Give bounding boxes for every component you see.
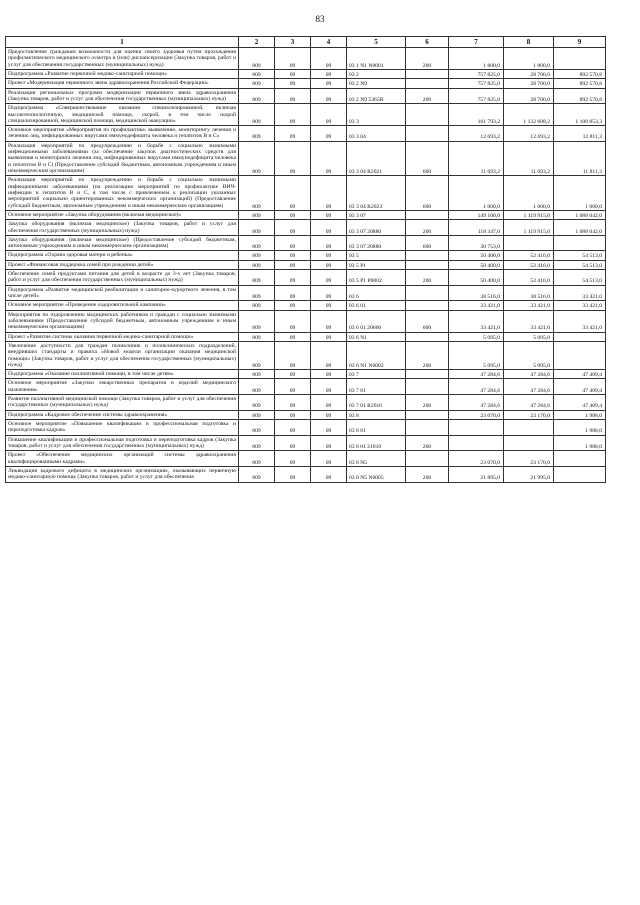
target-article-cell: 03 5 P1 P0002 xyxy=(347,270,406,286)
table-row xyxy=(6,420,606,436)
amount-year2-cell: 23 170,0 xyxy=(504,451,554,467)
table-row xyxy=(6,88,606,104)
section-code-cell: 09 xyxy=(275,410,311,419)
expense-type-cell xyxy=(406,451,449,467)
amount-year1-cell: 47 284,6 xyxy=(449,379,504,395)
amount-year3-cell: 1 088 042,0 xyxy=(554,220,606,236)
amount-year1-cell: 757 825,0 xyxy=(449,69,504,78)
amount-year2-cell: 5 095,0 xyxy=(504,332,554,341)
subsection-code-cell: 09 xyxy=(311,466,347,482)
expense-type-cell xyxy=(406,69,449,78)
amount-year1-cell: 12 693,2 xyxy=(449,126,504,142)
ministry-code-cell: 809 xyxy=(239,251,275,260)
item-name-cell: Подпрограмма «Оказание паллиативной помощи, в том числе детям» xyxy=(6,370,239,379)
item-name-cell: Развитие паллиативной медицинской помощи (Закупка товаров, работ и услуг для обеспечения государственных (муниципальных) нужд) xyxy=(6,395,239,411)
amount-year1-cell: 5 095,0 xyxy=(449,341,504,369)
section-code-cell: 09 xyxy=(275,260,311,269)
item-name-cell: Подпрограмма «Развитие первичной медико-санитарной помощи» xyxy=(6,69,239,78)
subsection-code-cell: 09 xyxy=(311,260,347,269)
ministry-code-cell: 809 xyxy=(239,48,275,70)
expense-type-cell: 200 xyxy=(406,466,449,482)
target-article-cell: 03 6 N1 N0002 xyxy=(347,341,406,369)
ministry-code-cell: 809 xyxy=(239,126,275,142)
expense-type-cell: 600 xyxy=(406,235,449,251)
section-code-cell: 09 xyxy=(275,141,311,176)
ministry-code-cell: 809 xyxy=(239,451,275,467)
amount-year1-cell: 33 421,0 xyxy=(449,301,504,310)
column-header: 2 xyxy=(239,37,275,48)
amount-year3-cell: 33 421,0 xyxy=(554,310,606,332)
target-article-cell: 03 2 N9 5365R xyxy=(347,88,406,104)
amount-year3-cell: 33 421,0 xyxy=(554,285,606,301)
section-code-cell: 09 xyxy=(275,420,311,436)
item-name-cell: Реализация мероприятий по предупреждению и борьбе с социально значимыми инфекционными заболеваниями (за обеспечение закупок диагностических средств для выявления и мониторинга лечения лиц, инфицированных вирусами иммунодефицита человека и гепатитов В и С) (Предоставление субсидий бюджетным, автономным учреждениям и иным некоммерческим организациям) xyxy=(6,141,239,176)
subsection-code-cell: 09 xyxy=(311,270,347,286)
amount-year1-cell: 23 070,0 xyxy=(449,451,504,467)
expense-type-cell: 600 xyxy=(406,141,449,176)
amount-year1-cell: 149 100,0 xyxy=(449,210,504,219)
amount-year3-cell: 1 088 042,0 xyxy=(554,210,606,219)
amount-year1-cell: 50 400,0 xyxy=(449,260,504,269)
ministry-code-cell: 809 xyxy=(239,341,275,369)
section-code-cell: 09 xyxy=(275,285,311,301)
subsection-code-cell: 09 xyxy=(311,451,347,467)
section-code-cell: 09 xyxy=(275,69,311,78)
target-article-cell: 03 8 xyxy=(347,410,406,419)
amount-year2-cell: 23 170,0 xyxy=(504,410,554,419)
ministry-code-cell: 809 xyxy=(239,420,275,436)
amount-year3-cell: 54 513,0 xyxy=(554,251,606,260)
subsection-code-cell: 09 xyxy=(311,126,347,142)
subsection-code-cell: 09 xyxy=(311,379,347,395)
subsection-code-cell: 09 xyxy=(311,141,347,176)
amount-year3-cell: 33 421,0 xyxy=(554,301,606,310)
ministry-code-cell: 809 xyxy=(239,379,275,395)
amount-year1-cell: 757 825,0 xyxy=(449,79,504,88)
ministry-code-cell: 809 xyxy=(239,235,275,251)
ministry-code-cell: 809 xyxy=(239,260,275,269)
table-row xyxy=(6,310,606,332)
ministry-code-cell: 809 xyxy=(239,310,275,332)
amount-year3-cell: 47 409,4 xyxy=(554,395,606,411)
amount-year2-cell: 52 416,0 xyxy=(504,260,554,269)
ministry-code-cell: 809 xyxy=(239,395,275,411)
subsection-code-cell: 09 xyxy=(311,48,347,70)
section-code-cell: 09 xyxy=(275,126,311,142)
amount-year3-cell: 1 100 853,3 xyxy=(554,104,606,126)
amount-year3-cell: 47 409,4 xyxy=(554,379,606,395)
item-name-cell: Подпрограмма «Охрана здоровья матери и ребенка» xyxy=(6,251,239,260)
amount-year3-cell xyxy=(554,451,606,467)
amount-year3-cell: 892 570,8 xyxy=(554,88,606,104)
section-code-cell: 09 xyxy=(275,395,311,411)
table-row xyxy=(6,466,606,482)
amount-year1-cell: 5 095,0 xyxy=(449,332,504,341)
target-article-cell: 03 8 N5 N0005 xyxy=(347,466,406,482)
column-header: 7 xyxy=(449,37,504,48)
subsection-code-cell: 09 xyxy=(311,220,347,236)
ministry-code-cell: 809 xyxy=(239,79,275,88)
amount-year2-cell: 33 421,0 xyxy=(504,301,554,310)
amount-year2-cell xyxy=(504,420,554,436)
table-row xyxy=(6,220,606,236)
amount-year2-cell: 1 000,0 xyxy=(504,176,554,211)
ministry-code-cell: 809 xyxy=(239,435,275,451)
table-row xyxy=(6,210,606,219)
target-article-cell: 03 3 07 xyxy=(347,210,406,219)
expense-type-cell xyxy=(406,301,449,310)
amount-year2-cell: 52 416,0 xyxy=(504,270,554,286)
target-article-cell: 03 8 01 21010 xyxy=(347,435,406,451)
amount-year2-cell: 1 800,0 xyxy=(504,48,554,70)
target-article-cell: 03 3 04 R2023 xyxy=(347,176,406,211)
expense-type-cell: 200 xyxy=(406,220,449,236)
amount-year1-cell: 161 793,2 xyxy=(449,104,504,126)
table-row xyxy=(6,332,606,341)
table-row xyxy=(6,235,606,251)
table-row xyxy=(6,270,606,286)
amount-year2-cell: 28 700,0 xyxy=(504,79,554,88)
item-name-cell: Проект «Финансовая поддержка семей при рождении детей» xyxy=(6,260,239,269)
subsection-code-cell: 09 xyxy=(311,341,347,369)
target-article-cell: 03 8 01 xyxy=(347,420,406,436)
column-header: 6 xyxy=(406,37,449,48)
item-name-cell: Проект «Обеспечение медицинских организаций системы здравоохранения квалифицированными кадрами» xyxy=(6,451,239,467)
amount-year3-cell: 1 988,0 xyxy=(554,410,606,419)
section-code-cell: 09 xyxy=(275,301,311,310)
section-code-cell: 09 xyxy=(275,370,311,379)
ministry-code-cell: 809 xyxy=(239,466,275,482)
target-article-cell: 03 7 01 R2010 xyxy=(347,395,406,411)
amount-year1-cell: 118 347,0 xyxy=(449,220,504,236)
amount-year3-cell: 11 811,3 xyxy=(554,141,606,176)
section-code-cell: 09 xyxy=(275,251,311,260)
expense-type-cell xyxy=(406,260,449,269)
table-row xyxy=(6,141,606,176)
section-code-cell: 09 xyxy=(275,466,311,482)
amount-year1-cell xyxy=(449,420,504,436)
target-article-cell: 03 2 N9 xyxy=(347,79,406,88)
amount-year1-cell: 47 284,6 xyxy=(449,395,504,411)
subsection-code-cell: 09 xyxy=(311,210,347,219)
ministry-code-cell: 809 xyxy=(239,410,275,419)
target-article-cell: 03 3 07 20880 xyxy=(347,235,406,251)
table-row xyxy=(6,69,606,78)
target-article-cell: 03 5 P1 xyxy=(347,260,406,269)
table-row xyxy=(6,79,606,88)
amount-year3-cell: 47 409,4 xyxy=(554,370,606,379)
item-name-cell: Основное мероприятие «Проведение оздоровительной кампании» xyxy=(6,301,239,310)
table-row xyxy=(6,435,606,451)
section-code-cell: 09 xyxy=(275,176,311,211)
amount-year2-cell: 5 095,0 xyxy=(504,341,554,369)
amount-year3-cell: 54 513,0 xyxy=(554,270,606,286)
target-article-cell: 03 8 N5 xyxy=(347,451,406,467)
item-name-cell: Увеличение доступности для граждан поликлиник и поликлинических подразделений, внедривших стандарты и правила «Новой модели организации оказания медицинской помощи» (Закупка товаров, работ и услуг для обеспечения государственных (муниципальных) нужд) xyxy=(6,341,239,369)
target-article-cell: 03 1 N1 N0001 xyxy=(347,48,406,70)
table-row xyxy=(6,379,606,395)
amount-year2-cell: 21 995,0 xyxy=(504,466,554,482)
table-row xyxy=(6,104,606,126)
section-code-cell: 09 xyxy=(275,235,311,251)
table-row xyxy=(6,126,606,142)
item-name-cell: Обеспечение семей продуктами питания для детей в возрасте до 3-х лет (Закупка товаров, работ и услуг для обеспечения государственных (муниципальных) нужд) xyxy=(6,270,239,286)
amount-year2-cell: 52 416,0 xyxy=(504,251,554,260)
amount-year3-cell xyxy=(554,466,606,482)
target-article-cell: 03 7 01 xyxy=(347,379,406,395)
amount-year2-cell: 1 132 608,2 xyxy=(504,104,554,126)
table-header xyxy=(6,37,606,48)
expense-type-cell xyxy=(406,332,449,341)
amount-year2-cell: 28 700,0 xyxy=(504,88,554,104)
table-row xyxy=(6,451,606,467)
section-code-cell: 09 xyxy=(275,48,311,70)
amount-year3-cell xyxy=(554,48,606,70)
ministry-code-cell: 809 xyxy=(239,370,275,379)
amount-year2-cell: 11 693,2 xyxy=(504,141,554,176)
expense-type-cell xyxy=(406,126,449,142)
section-code-cell: 09 xyxy=(275,332,311,341)
amount-year3-cell: 1 000,0 xyxy=(554,176,606,211)
section-code-cell: 09 xyxy=(275,79,311,88)
amount-year2-cell xyxy=(504,235,554,251)
amount-year2-cell: 47 284,6 xyxy=(504,395,554,411)
amount-year1-cell: 50 400,0 xyxy=(449,270,504,286)
item-name-cell: Закупка оборудования (включая медицинское) (Закупка товаров, работ и услуг для обеспечения государственных (муниципальных) нужд) xyxy=(6,220,239,236)
expense-type-cell xyxy=(406,210,449,219)
amount-year2-cell: 47 284,6 xyxy=(504,379,554,395)
amount-year3-cell xyxy=(554,235,606,251)
target-article-cell: 03 7 xyxy=(347,370,406,379)
amount-year2-cell: 12 693,2 xyxy=(504,126,554,142)
subsection-code-cell: 09 xyxy=(311,370,347,379)
target-article-cell: 03 2 xyxy=(347,69,406,78)
section-code-cell: 09 xyxy=(275,379,311,395)
item-name-cell: Основное мероприятие «Мероприятия по профилактике, выявлению, мониторингу лечения и лечению лиц, инфицированных вирусами иммунодефицита человека и гепатитов В и С» xyxy=(6,126,239,142)
ministry-code-cell: 809 xyxy=(239,104,275,126)
item-name-cell: Реализация мероприятий по предупреждению и борьбе с социально значимыми инфекционными заболеваниями (на реализацию мероприятий по профилактике ВИЧ-инфекции и гепатитов В и С, в том числе с привлечением к реализации указанных мероприятий социально ориентированных некоммерческих организаций) (Предоставление субсидий бюджетным, автономным учреждениям и иным некоммерческим организациям) xyxy=(6,176,239,211)
budget-table xyxy=(5,36,606,483)
ministry-code-cell: 809 xyxy=(239,270,275,286)
ministry-code-cell: 809 xyxy=(239,332,275,341)
expense-type-cell xyxy=(406,251,449,260)
subsection-code-cell: 09 xyxy=(311,420,347,436)
amount-year3-cell: 1 988,0 xyxy=(554,435,606,451)
table-row xyxy=(6,301,606,310)
table-row xyxy=(6,285,606,301)
subsection-code-cell: 09 xyxy=(311,88,347,104)
expense-type-cell xyxy=(406,420,449,436)
expense-type-cell: 600 xyxy=(406,176,449,211)
ministry-code-cell: 809 xyxy=(239,141,275,176)
amount-year1-cell: 21 895,0 xyxy=(449,466,504,482)
subsection-code-cell: 09 xyxy=(311,310,347,332)
subsection-code-cell: 09 xyxy=(311,301,347,310)
expense-type-cell xyxy=(406,379,449,395)
ministry-code-cell: 809 xyxy=(239,285,275,301)
item-name-cell: Основное мероприятие «Закупки лекарственных препаратов и изделий медицинского назначения» xyxy=(6,379,239,395)
expense-type-cell: 200 xyxy=(406,270,449,286)
amount-year2-cell: 33 421,0 xyxy=(504,310,554,332)
item-name-cell: Ликвидация кадрового дефицита в медицинских организациях, оказывающих первичную медико-санитарную помощь (Закупка товаров, работ и услуг для обеспечения xyxy=(6,466,239,482)
ministry-code-cell: 809 xyxy=(239,210,275,219)
subsection-code-cell: 09 xyxy=(311,251,347,260)
item-name-cell: Предоставление гражданам возможности для оценки своего здоровья путем прохождения профилактического медицинского осмотра и (или) диспансеризации (Закупка товаров, работ и услуг для обеспечения государственных (муниципальных) нужд) xyxy=(6,48,239,70)
target-article-cell: 03 6 01 20660 xyxy=(347,310,406,332)
column-header: 1 xyxy=(6,37,239,48)
expense-type-cell xyxy=(406,104,449,126)
target-article-cell: 03 5 xyxy=(347,251,406,260)
ministry-code-cell: 809 xyxy=(239,69,275,78)
target-article-cell: 03 6 N1 xyxy=(347,332,406,341)
section-code-cell: 09 xyxy=(275,341,311,369)
item-name-cell: Закупка оборудования (включая медицинское) (Предоставление субсидий бюджетным, автономным учреждениям и иным некоммерческим организациям) xyxy=(6,235,239,251)
section-code-cell: 09 xyxy=(275,435,311,451)
ministry-code-cell: 809 xyxy=(239,220,275,236)
section-code-cell: 09 xyxy=(275,451,311,467)
amount-year3-cell: 892 570,8 xyxy=(554,69,606,78)
expense-type-cell: 600 xyxy=(406,310,449,332)
amount-year2-cell: 1 119 915,0 xyxy=(504,220,554,236)
subsection-code-cell: 09 xyxy=(311,410,347,419)
column-header: 4 xyxy=(311,37,347,48)
section-code-cell: 09 xyxy=(275,210,311,219)
amount-year2-cell: 28 700,0 xyxy=(504,69,554,78)
table-row xyxy=(6,48,606,70)
amount-year2-cell: 47 284,6 xyxy=(504,370,554,379)
subsection-code-cell: 09 xyxy=(311,235,347,251)
column-header: 8 xyxy=(504,37,554,48)
target-article-cell: 03 6 xyxy=(347,285,406,301)
table-row xyxy=(6,251,606,260)
amount-year1-cell: 23 070,0 xyxy=(449,410,504,419)
expense-type-cell xyxy=(406,285,449,301)
amount-year3-cell: 12 811,3 xyxy=(554,126,606,142)
amount-year3-cell xyxy=(554,341,606,369)
subsection-code-cell: 09 xyxy=(311,104,347,126)
subsection-code-cell: 09 xyxy=(311,285,347,301)
amount-year1-cell: 1 800,0 xyxy=(449,48,504,70)
item-name-cell: Основное мероприятие «Закупка оборудования (включая медицинское)» xyxy=(6,210,239,219)
column-header: 5 xyxy=(347,37,406,48)
expense-type-cell: 200 xyxy=(406,395,449,411)
amount-year1-cell xyxy=(449,435,504,451)
table-row xyxy=(6,341,606,369)
amount-year1-cell: 30 753,0 xyxy=(449,235,504,251)
item-name-cell: Основное мероприятие «Повышение квалификации и профессиональная подготовка и переподготовка кадров» xyxy=(6,420,239,436)
item-name-cell: Подпрограмма «Кадровое обеспечение системы здравоохранения» xyxy=(6,410,239,419)
amount-year2-cell: 38 516,0 xyxy=(504,285,554,301)
item-name-cell: Проект «Модернизация первичного звена здравоохранения Российской Федерации» xyxy=(6,79,239,88)
item-name-cell: Подпрограмма «Совершенствование оказания специализированной, включая высокотехнологичную, медицинской помощи, скорой, в том числе скорой специализированной, медицинской помощи, медицинской эвакуации» xyxy=(6,104,239,126)
amount-year2-cell xyxy=(504,435,554,451)
target-article-cell: 03 3 04 xyxy=(347,126,406,142)
amount-year1-cell: 50 400,0 xyxy=(449,251,504,260)
section-code-cell: 09 xyxy=(275,310,311,332)
column-header: 3 xyxy=(275,37,311,48)
amount-year1-cell: 11 693,2 xyxy=(449,141,504,176)
table-row xyxy=(6,260,606,269)
expense-type-cell xyxy=(406,370,449,379)
item-name-cell: Повышение квалификации и профессиональная подготовка и переподготовка кадров (Закупка товаров, работ и услуг для обеспечения государственных (муниципальных) нужд) xyxy=(6,435,239,451)
expense-type-cell: 200 xyxy=(406,88,449,104)
table-row xyxy=(6,370,606,379)
table-row xyxy=(6,395,606,411)
amount-year1-cell: 47 284,6 xyxy=(449,370,504,379)
amount-year3-cell: 54 513,0 xyxy=(554,260,606,269)
item-name-cell: Подпрограмма «Развитие медицинской реабилитации и санаторно-курортного лечения, в том числе детей» xyxy=(6,285,239,301)
column-header: 9 xyxy=(554,37,606,48)
item-name-cell: Мероприятия по оздоровлению медицинских работников и граждан с социально значимыми заболеваниями (Предоставление субсидий бюджетным, автономным учреждениям и иным некоммерческим организациям) xyxy=(6,310,239,332)
subsection-code-cell: 09 xyxy=(311,79,347,88)
subsection-code-cell: 09 xyxy=(311,395,347,411)
item-name-cell: Проект «Развитие системы оказания первичной медико-санитарной помощи» xyxy=(6,332,239,341)
amount-year2-cell: 1 119 915,0 xyxy=(504,210,554,219)
table-body xyxy=(6,48,606,483)
expense-type-cell: 200 xyxy=(406,435,449,451)
subsection-code-cell: 09 xyxy=(311,332,347,341)
amount-year3-cell xyxy=(554,332,606,341)
page-number: 83 xyxy=(315,14,325,24)
ministry-code-cell: 809 xyxy=(239,88,275,104)
table-row xyxy=(6,410,606,419)
expense-type-cell xyxy=(406,410,449,419)
target-article-cell: 03 6 01 xyxy=(347,301,406,310)
amount-year1-cell: 38 516,0 xyxy=(449,285,504,301)
subsection-code-cell: 09 xyxy=(311,435,347,451)
ministry-code-cell: 809 xyxy=(239,176,275,211)
section-code-cell: 09 xyxy=(275,88,311,104)
subsection-code-cell: 09 xyxy=(311,69,347,78)
amount-year1-cell: 1 000,0 xyxy=(449,176,504,211)
amount-year1-cell: 33 421,0 xyxy=(449,310,504,332)
target-article-cell: 03 3 04 R2021 xyxy=(347,141,406,176)
section-code-cell: 09 xyxy=(275,270,311,286)
section-code-cell: 09 xyxy=(275,220,311,236)
amount-year3-cell: 1 988,0 xyxy=(554,420,606,436)
amount-year3-cell: 892 570,8 xyxy=(554,79,606,88)
expense-type-cell: 200 xyxy=(406,48,449,70)
section-code-cell: 09 xyxy=(275,104,311,126)
expense-type-cell xyxy=(406,79,449,88)
target-article-cell: 03 3 xyxy=(347,104,406,126)
amount-year1-cell: 757 825,0 xyxy=(449,88,504,104)
table-row xyxy=(6,176,606,211)
expense-type-cell: 200 xyxy=(406,341,449,369)
item-name-cell: Реализация региональных программ модернизации первичного звена здравоохранения (Закупка товаров, работ и услуг для обеспечения государственных (муниципальных) нужд) xyxy=(6,88,239,104)
target-article-cell: 03 3 07 20880 xyxy=(347,220,406,236)
subsection-code-cell: 09 xyxy=(311,176,347,211)
ministry-code-cell: 809 xyxy=(239,301,275,310)
